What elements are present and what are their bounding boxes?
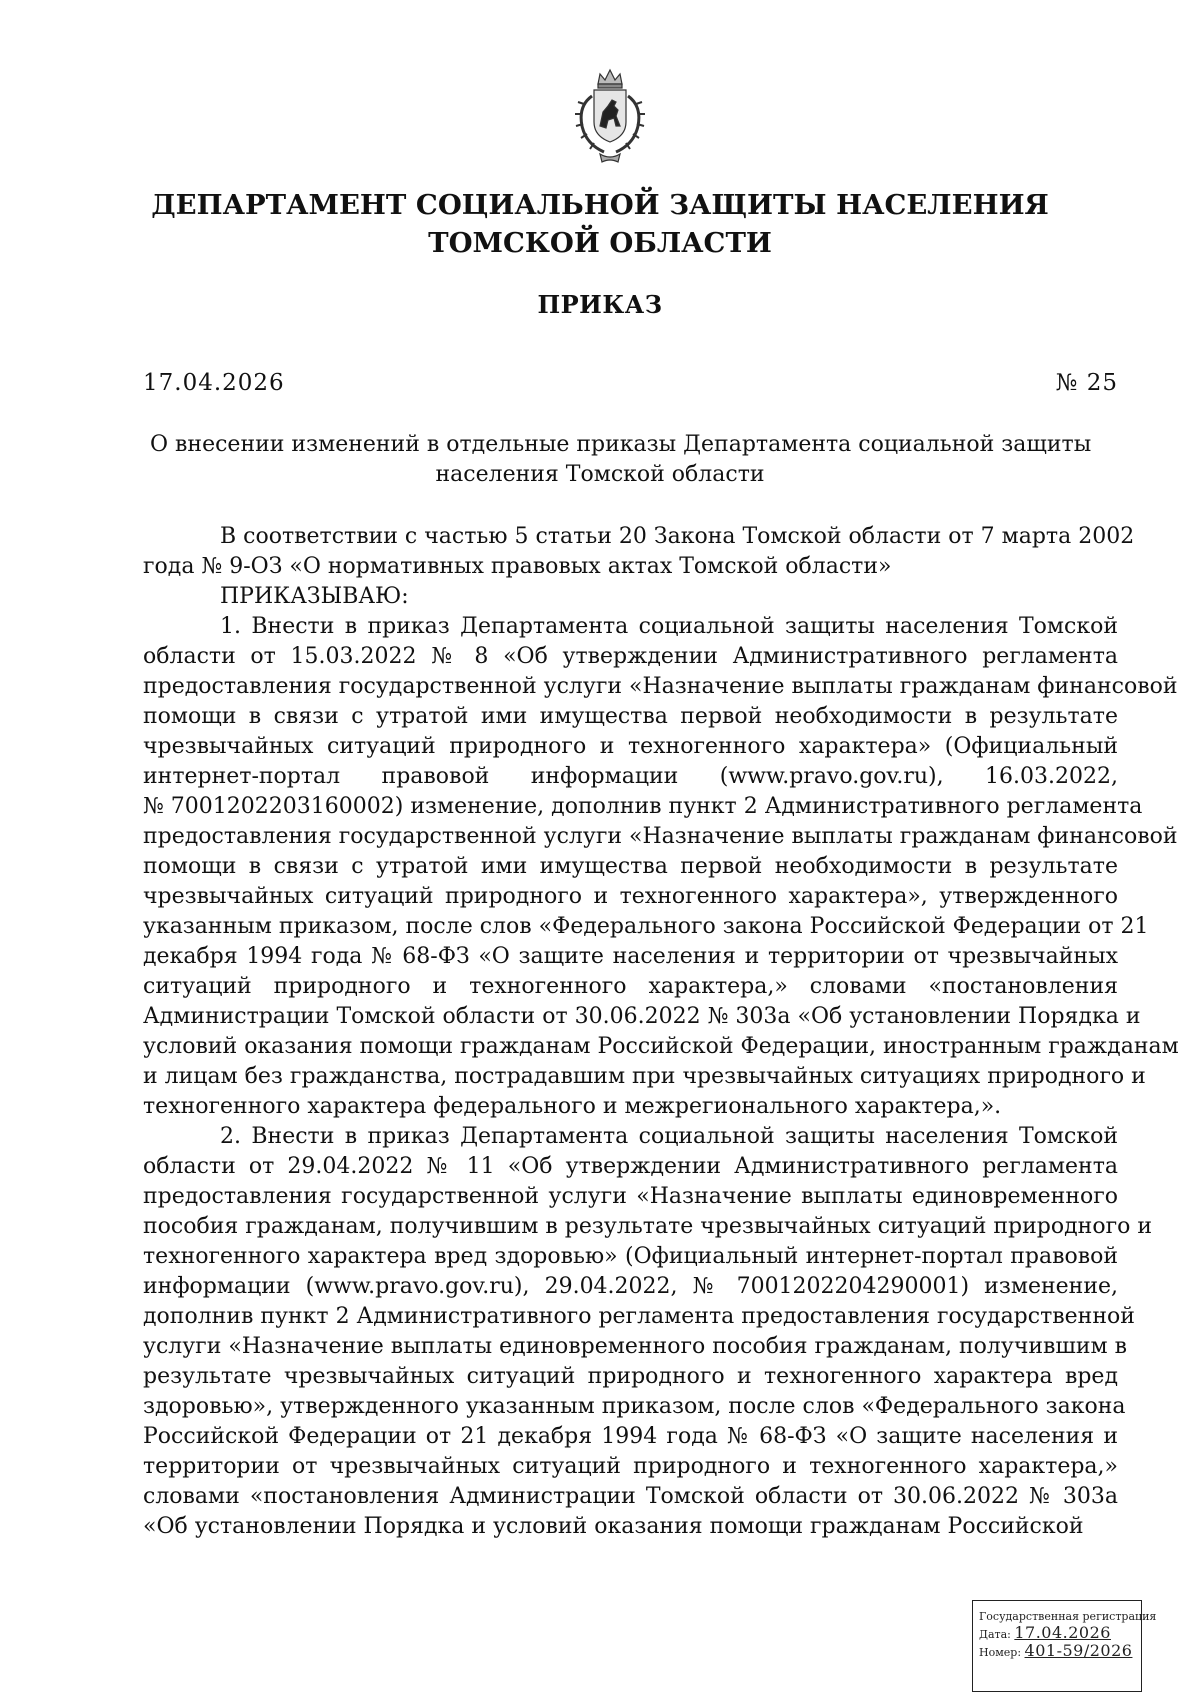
body-line: ситуаций природного и техногенного характера,» словами «постановления bbox=[143, 974, 1118, 999]
body-line: декабря 1994 года № 68-ФЗ «О защите населения и территории от чрезвычайных bbox=[143, 944, 1118, 969]
order-date: 17.04.2026 bbox=[143, 370, 285, 396]
body-line: «Об установлении Порядка и условий оказания помощи гражданам Российской bbox=[143, 1514, 1084, 1539]
body-line: предоставления государственной услуги «Назначение выплаты гражданам финансовой bbox=[143, 674, 1178, 699]
body-line: Российской Федерации от 21 декабря 1994 года № 68-ФЗ «О защите населения и bbox=[143, 1424, 1118, 1449]
department-name-line2: ТОМСКОЙ ОБЛАСТИ bbox=[428, 227, 772, 259]
body-line: информации (www.pravo.gov.ru), 29.04.2022, № 7001202204290001) изменение, bbox=[143, 1274, 1118, 1299]
body-line: техногенного характера вред здоровью» (Официальный интернет-портал правовой bbox=[143, 1244, 1118, 1269]
order-number: № 25 bbox=[1055, 370, 1118, 396]
body-line: предоставления государственной услуги «Назначение выплаты гражданам финансовой bbox=[143, 824, 1178, 849]
stamp-date-label: Дата: bbox=[979, 1628, 1011, 1641]
body-line: Администрации Томской области от 30.06.2022 № 303а «Об установлении Порядка и bbox=[143, 1004, 1141, 1029]
stamp-date-value: 17.04.2026 bbox=[1014, 1623, 1111, 1642]
body-line: года № 9-ОЗ «О нормативных правовых актах Томской области» bbox=[143, 554, 892, 579]
body-line: 1. Внести в приказ Департамента социальной защиты населения Томской bbox=[220, 614, 1118, 639]
department-name-line1: ДЕПАРТАМЕНТ СОЦИАЛЬНОЙ ЗАЩИТЫ НАСЕЛЕНИЯ bbox=[151, 189, 1049, 221]
body-line: В соответствии с частью 5 статьи 20 Закона Томской области от 7 марта 2002 bbox=[220, 524, 1135, 549]
body-line: предоставления государственной услуги «Назначение выплаты единовременного bbox=[143, 1184, 1118, 1209]
body-line: словами «постановления Администрации Томской области от 30.06.2022 № 303а bbox=[143, 1484, 1118, 1509]
body-line: интернет-портал правовой информации (www.pravo.gov.ru), 16.03.2022, bbox=[143, 764, 1118, 789]
order-subject-line: населения Томской области bbox=[435, 462, 765, 487]
body-line: помощи в связи с утратой ими имущества первой необходимости в результате bbox=[143, 704, 1118, 729]
body-line: чрезвычайных ситуаций природного и техногенного характера» (Официальный bbox=[143, 734, 1118, 759]
document-type: ПРИКАЗ bbox=[537, 290, 663, 319]
body-line: указанным приказом, после слов «Федерального закона Российской Федерации от 21 bbox=[143, 914, 1149, 939]
body-line: территории от чрезвычайных ситуаций природного и техногенного характера,» bbox=[143, 1454, 1118, 1479]
body-line: услуги «Назначение выплаты единовременного пособия гражданам, получившим в bbox=[143, 1334, 1128, 1359]
body-line: условий оказания помощи гражданам Российской Федерации, иностранным гражданам bbox=[143, 1034, 1179, 1059]
body-line: области от 15.03.2022 № 8 «Об утверждении Административного регламента bbox=[143, 644, 1118, 669]
order-body bbox=[143, 522, 1179, 1542]
body-line: здоровью», утвержденного указанным приказом, после слов «Федерального закона bbox=[143, 1394, 1126, 1419]
body-line: № 7001202203160002) изменение, дополнив пункт 2 Административного регламента bbox=[143, 794, 1143, 819]
body-line: чрезвычайных ситуаций природного и техногенного характера», утвержденного bbox=[143, 884, 1118, 909]
body-line: дополнив пункт 2 Административного регламента предоставления государственной bbox=[143, 1304, 1135, 1329]
department-name bbox=[150, 186, 1050, 262]
body-line: ПРИКАЗЫВАЮ: bbox=[220, 584, 409, 609]
body-line: области от 29.04.2022 № 11 «Об утверждении Административного регламента bbox=[143, 1154, 1118, 1179]
order-subject bbox=[150, 430, 1092, 490]
body-line: пособия гражданам, получившим в результате чрезвычайных ситуаций природного и bbox=[143, 1214, 1152, 1239]
body-line: помощи в связи с утратой ими имущества первой необходимости в результате bbox=[143, 854, 1118, 879]
registration-stamp bbox=[972, 1600, 1157, 1692]
stamp-title: Государственная регистрация bbox=[979, 1610, 1157, 1623]
body-line: результате чрезвычайных ситуаций природного и техногенного характера вред bbox=[143, 1364, 1118, 1389]
body-line: техногенного характера федерального и межрегионального характера,». bbox=[143, 1094, 1002, 1119]
order-subject-line: О внесении изменений в отдельные приказы Департамента социальной защиты bbox=[150, 432, 1092, 457]
body-line: и лицам без гражданства, пострадавшим при чрезвычайных ситуациях природного и bbox=[143, 1064, 1146, 1089]
stamp-number-label: Номер: bbox=[979, 1646, 1022, 1659]
stamp-number-value: 401-59/2026 bbox=[1024, 1641, 1133, 1660]
coat-of-arms-emblem bbox=[570, 66, 650, 166]
body-line: 2. Внести в приказ Департамента социальной защиты населения Томской bbox=[220, 1124, 1118, 1149]
